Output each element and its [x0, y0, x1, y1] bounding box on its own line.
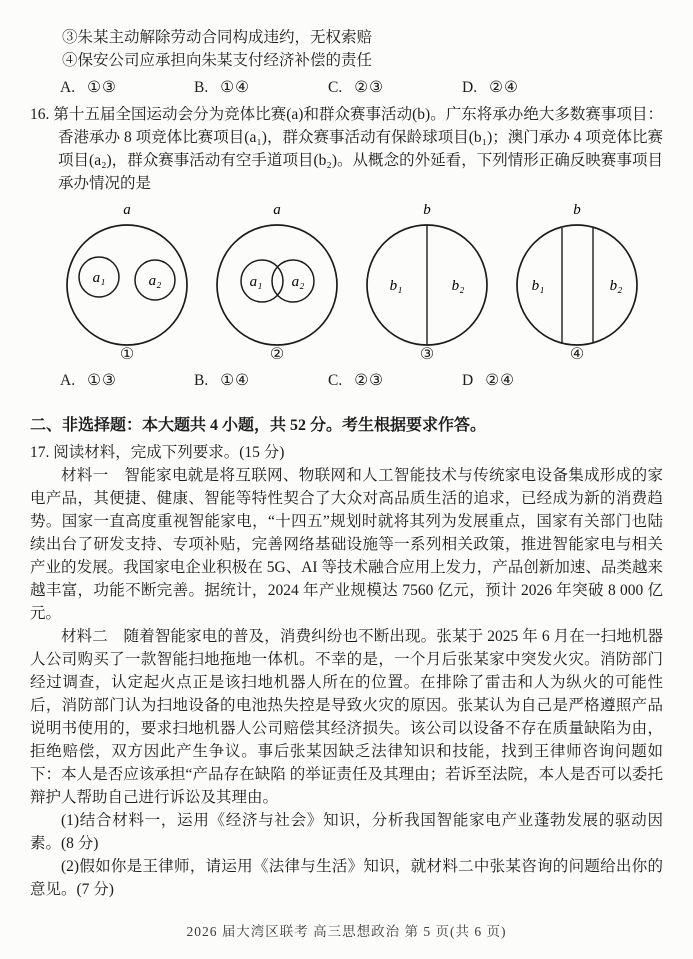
material-2-paragraph: 材料二 随着智能家电的普及，消费纠纷也不断出现。张某于 2025 年 6 月在一扫地机器人公司购买了一款智能扫地拖地一体机。不幸的是，一个月后张某家中突发火灾。消防部门经过调查，认定起火点正是该扫地机器人所在的位置。在排除了雷击和人为纵火的可能性后，消防部门认为扫地设备的电池热失控是导致火灾的原因。张某认为自己是严格遵照产品说明书使用的，要求扫地机器人公司赔偿其经济损失。该公司以设备不存在质量缺陷为由，拒绝赔偿，双方因此产生争议。事后张某因缺乏法律知识和技能，找到王律师咨询问题如下：本人是否应该承担“产品存在缺陷 的举证责任及其理由；若诉至法院，本人是否可以委托辩护人帮助自己进行诉讼及其理由。 [30, 628, 663, 806]
q15-option-b [194, 76, 328, 99]
venn-diagram-3 [352, 201, 502, 365]
option-value: ②③ [354, 372, 385, 389]
venn-diagram-1 [52, 201, 202, 365]
q16-option-b [194, 369, 328, 392]
diagram-caption: ② [269, 346, 285, 363]
q15-options-row [60, 76, 663, 99]
q15-option-c [328, 76, 462, 99]
q15-option-d [462, 76, 519, 99]
inner-set-label: a₁ [249, 274, 263, 290]
venn-diagram-1-graphic [52, 201, 202, 347]
option-letter: D. [462, 79, 478, 96]
option-value: ②③ [354, 79, 385, 96]
section-2-heading: 二、非选择题：本大题共 4 小题，共 52 分。考生根据要求作答。 [30, 417, 487, 434]
q16-options-row [60, 369, 663, 392]
option-value: ①④ [220, 79, 251, 96]
question-17-intro: 17. 阅读材料，完成下列要求。(15 分) [30, 444, 285, 461]
inner-set-label: a₂ [291, 274, 305, 290]
option-value: ②④ [489, 79, 519, 96]
outer-set-label: b [573, 202, 581, 218]
inner-set-label: b₂ [451, 278, 465, 294]
inner-set-label: a₁ [92, 270, 106, 286]
option-value: ②④ [485, 372, 515, 389]
venn-diagram-3-graphic [352, 201, 502, 347]
outer-set-label: a [273, 202, 281, 218]
inner-set-label: b₁ [389, 278, 403, 294]
question-text: 第十五届全国运动会分为竞体比赛(a)和群众赛事活动(b)。广东将承办绝大多数赛事项目：香港承办 8 项竞体比赛项目(a₁)，群众赛事活动有保龄球项目(b₁)；澳门承办 4 项竞体比赛项目(a₂)，群众赛事活动有空手道项目(b₂)。从概念的外延看，下列情形正确反映赛事项目承办情况的是 [53, 106, 663, 192]
option-letter: A. [60, 79, 76, 96]
statement-3: ③朱某主动解除劳动合同构成违约，无权索赔 [62, 29, 373, 46]
option-value: ①③ [87, 79, 117, 96]
option-value: ①④ [220, 372, 251, 389]
material-1-paragraph: 材料一 智能家电就是将互联网、物联网和人工智能技术与传统家电设备集成形成的家电产品，其便捷、健康、智能等特性契合了大众对高品质生活的追求，已经成为新的消费趋势。国家一直高度重视智能家电，“十四五”规划时就将其列为发展重点，国家有关部门也陆续出台了研发支持、专项补贴，完善网络基础设施等一系列相关政策，推进智能家电与相关产业的发展。我国家电企业积极在 5G、AI 等技术融合应用上发力，产品创新加速、品类越来越丰富，功能不断完善。据统计，2024 年产业规模达 7560 亿元，预计 2026 年突破 8 000 亿元。 [30, 467, 663, 622]
option-letter: B. [194, 79, 209, 96]
inner-set-label: a₂ [148, 273, 162, 289]
sub-question-1: (1)结合材料一，运用《经济与社会》知识，分析我国智能家电产业蓬勃发展的驱动因素。(8 分) [30, 812, 663, 852]
option-letter: A. [60, 372, 76, 389]
venn-diagram-2 [202, 201, 352, 365]
q16-option-a [60, 369, 194, 392]
diagram-caption: ③ [419, 346, 435, 363]
option-letter: C. [328, 372, 343, 389]
page-footer: 2026 届大湾区联考 高三思想政治 第 5 页(共 6 页) [186, 924, 507, 939]
sub-question-2: (2)假如你是王律师，请运用《法律与生活》知识，就材料二中张某咨询的问题给出你的意见。(7 分) [30, 858, 663, 898]
option-letter: C. [328, 79, 343, 96]
diagram-caption: ① [119, 346, 135, 363]
venn-diagram-row [30, 195, 663, 365]
option-letter: D [462, 372, 474, 389]
question-number: 16. [30, 106, 50, 123]
outer-set-label: a [123, 202, 131, 218]
option-value: ①③ [87, 372, 117, 389]
q16-option-d [462, 369, 515, 392]
venn-diagram-4 [502, 201, 652, 365]
diagram-caption: ④ [569, 346, 585, 363]
option-letter: B. [194, 372, 209, 389]
venn-diagram-2-graphic [202, 201, 352, 347]
venn-diagram-4-graphic [502, 201, 652, 347]
statement-4: ④保安公司应承担向朱某支付经济补偿的责任 [62, 52, 373, 69]
outer-set-label: b [423, 202, 431, 218]
question-16 [30, 103, 663, 195]
q16-option-c [328, 369, 462, 392]
inner-set-label: b₂ [609, 278, 623, 294]
q15-option-a [60, 76, 194, 99]
inner-set-label: b₁ [531, 278, 545, 294]
